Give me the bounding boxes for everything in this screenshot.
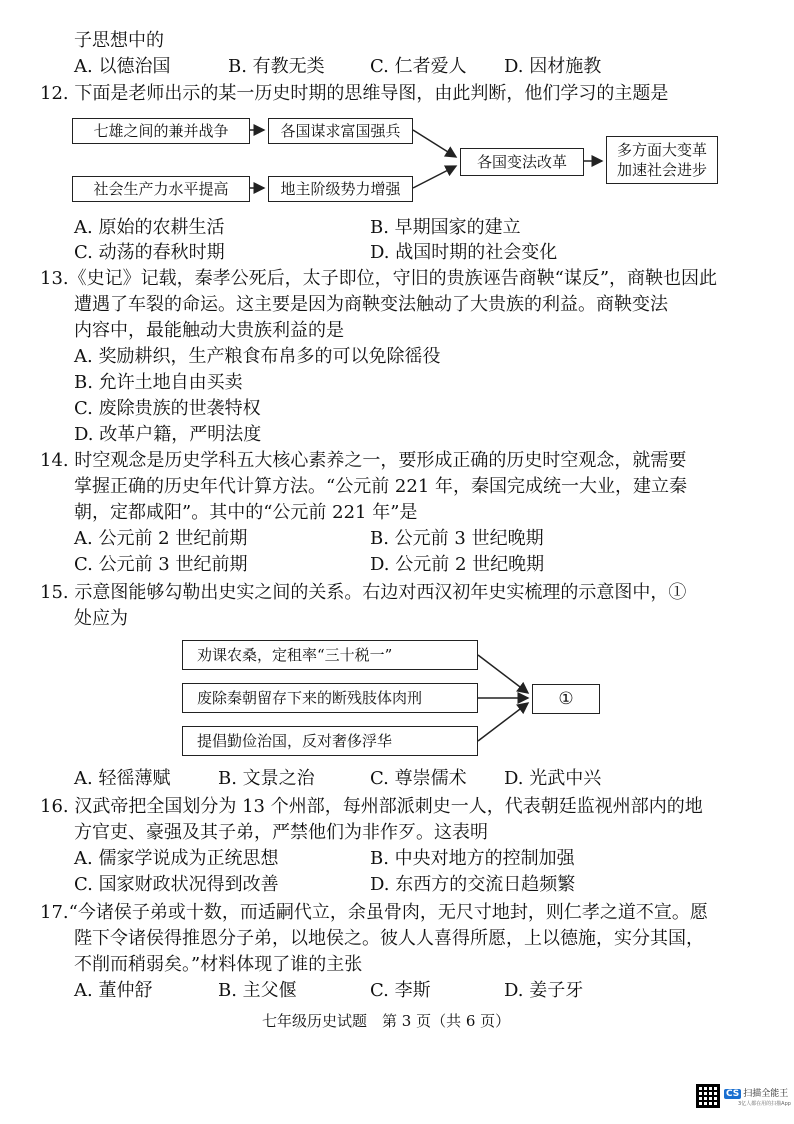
q14-stem-line1: 14. 时空观念是历史学科五大核心素养之一，要形成正确的历史时空观念，就需要 (40, 450, 687, 471)
q15-box-punishment: 废除秦朝留存下来的断残肢体肉刑 (182, 683, 478, 713)
q13-stem-line1: 13.《史记》记载，秦孝公死后，太子即位，守旧的贵族诬告商鞅“谋反”，商鞅也因此 (40, 268, 718, 289)
q14-stem-line3: 朝，定都咸阳”。其中的“公元前 221 年”是 (74, 502, 418, 523)
q11-option-c[interactable]: C. 仁者爱人 (370, 56, 467, 77)
q15-arrow-1 (478, 655, 528, 693)
q12-option-c[interactable]: C. 动荡的春秋时期 (74, 242, 225, 263)
q12-stem: 12. 下面是老师出示的某一历史时期的思维导图，由此判断，他们学习的主题是 (40, 83, 669, 104)
qr-code-icon (696, 1084, 720, 1108)
q11-option-d[interactable]: D. 因材施教 (504, 56, 602, 77)
q15-option-d[interactable]: D. 光武中兴 (504, 768, 602, 789)
q13-option-c[interactable]: C. 废除贵族的世袭特权 (74, 398, 261, 419)
scanner-badge (724, 1086, 788, 1099)
q12-box-wars: 七雄之间的兼并战争 (72, 118, 250, 144)
q14-option-d[interactable]: D. 公元前 2 世纪晚期 (370, 554, 545, 575)
q13-option-b[interactable]: B. 允许土地自由买卖 (74, 372, 243, 393)
q15-box-target: ① (532, 684, 600, 714)
q13-option-d[interactable]: D. 改革户籍，严明法度 (74, 424, 262, 445)
q17-option-d[interactable]: D. 姜子牙 (504, 980, 584, 1001)
q11-option-a[interactable]: A. 以德治国 (74, 56, 171, 77)
q12-box-strong-state: 各国谋求富国强兵 (268, 118, 413, 144)
q14-option-b[interactable]: B. 公元前 3 世纪晚期 (370, 528, 544, 549)
q12-option-a[interactable]: A. 原始的农耕生活 (74, 217, 225, 238)
q15-box-frugality: 提倡勤俭治国，反对奢侈浮华 (182, 726, 478, 756)
scanner-tagline: 3亿人都在用的扫描App (738, 1101, 791, 1107)
q16-stem-line1: 16. 汉武帝把全国划分为 13 个州部，每州部派刺史一人，代表朝廷监视州部内的地 (40, 796, 703, 817)
q12-arrow-4 (413, 166, 456, 188)
q15-box-agriculture: 劝课农桑，定租率“三十税一” (182, 640, 478, 670)
q17-stem-line2: 陛下令诸侯得推恩分子弟，以地侯之。彼人人喜得所愿，上以德施，实分其国， (74, 928, 704, 949)
q14-stem-line2: 掌握正确的历史年代计算方法。“公元前 221 年，秦国完成统一大业，建立秦 (74, 476, 687, 497)
q12-box-reforms: 各国变法改革 (460, 148, 584, 176)
q15-arrow-3 (478, 703, 528, 741)
q17-stem-line3: 不削而稍弱矣。”材料体现了谁的主张 (74, 954, 363, 975)
q15-stem-line2: 处应为 (74, 608, 128, 629)
q12-box-result (606, 136, 718, 184)
q13-stem-line2: 遭遇了车裂的命运。这主要是因为商鞅变法触动了大贵族的利益。商鞅变法 (74, 294, 668, 315)
scanner-name: 扫描全能王 (743, 1089, 789, 1099)
q11-stem-end: 子思想中的 (74, 30, 164, 51)
q13-stem-line3: 内容中，最能触动大贵族利益的是 (74, 320, 344, 341)
page-footer: 七年级历史试题 第 3 页（共 6 页） (262, 1012, 511, 1030)
q12-option-d[interactable]: D. 战国时期的社会变化 (370, 242, 558, 263)
q14-option-c[interactable]: C. 公元前 3 世纪前期 (74, 554, 248, 575)
q12-box-landlords: 地主阶级势力增强 (268, 176, 413, 202)
q15-option-c[interactable]: C. 尊崇儒术 (370, 768, 467, 789)
q12-box-result-line2: 加速社会进步 (616, 161, 707, 179)
q13-option-a[interactable]: A. 奖励耕织，生产粮食布帛多的可以免除徭役 (74, 346, 441, 367)
q12-box-result-line1: 多方面大变革 (616, 141, 707, 159)
q14-option-a[interactable]: A. 公元前 2 世纪前期 (74, 528, 248, 549)
q16-option-c[interactable]: C. 国家财政状况得到改善 (74, 874, 279, 895)
q17-option-c[interactable]: C. 李斯 (370, 980, 431, 1001)
q17-stem-line1: 17.“今诸侯子弟或十数，而适嗣代立，余虽骨肉，无尺寸地封，则仁孝之道不宣。愿 (40, 902, 708, 923)
q17-option-a[interactable]: A. 董仲舒 (74, 980, 153, 1001)
q15-option-b[interactable]: B. 文景之治 (218, 768, 315, 789)
q16-option-b[interactable]: B. 中央对地方的控制加强 (370, 848, 575, 869)
q16-option-d[interactable]: D. 东西方的交流日趋频繁 (370, 874, 576, 895)
q15-option-a[interactable]: A. 轻徭薄赋 (74, 768, 171, 789)
q17-option-b[interactable]: B. 主父偃 (218, 980, 297, 1001)
q15-stem-line1: 15. 示意图能够勾勒出史实之间的关系。右边对西汉初年史实梳理的示意图中，① (40, 582, 687, 603)
q16-stem-line2: 方官吏、豪强及其子弟，严禁他们为非作歹。这表明 (74, 822, 488, 843)
scanner-logo-icon: CS (726, 1089, 740, 1099)
q12-box-productivity: 社会生产力水平提高 (72, 176, 250, 202)
q11-option-b[interactable]: B. 有教无类 (228, 56, 325, 77)
q12-arrow-3 (413, 130, 456, 157)
q12-option-b[interactable]: B. 早期国家的建立 (370, 217, 521, 238)
q16-option-a[interactable]: A. 儒家学说成为正统思想 (74, 848, 279, 869)
